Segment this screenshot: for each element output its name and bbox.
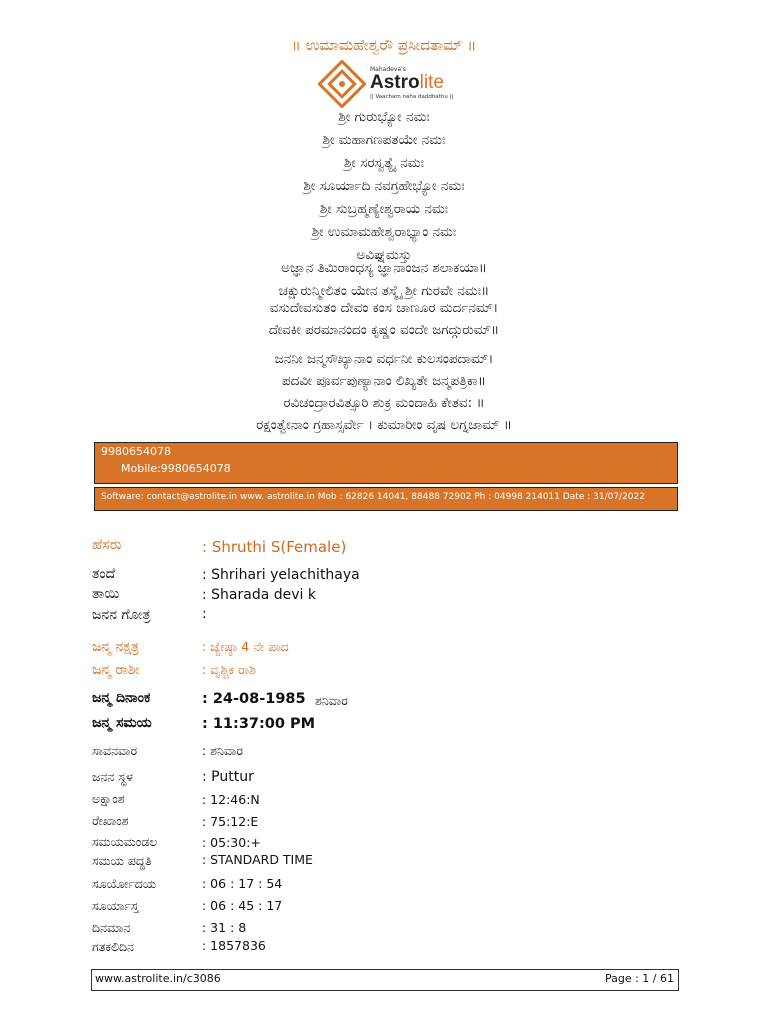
shloka-line: ಶ್ರೀ ಉಮಾಮಹೇಶ್ವರಾಭ್ಯಾಂ ನಮಃ [311,224,457,240]
savana-label: ಸಾವನವಾರ [92,743,138,758]
page-number: Page : 1 / 61 [604,972,674,985]
astrolite-logo [318,60,454,108]
nakshatra-label: ಜನ್ಮ ನಕ್ಷತ್ರ [92,639,139,655]
time-system-value: : STANDARD TIME [202,852,313,867]
sunrise-label: ಸೂರ್ಯೋದಯ [92,876,157,891]
sunset-value: : 06 : 45 : 17 [202,898,283,913]
kali-days-value: : 1857836 [202,938,266,953]
mother-value: : Sharada devi k [202,587,316,603]
software-bar [94,487,678,511]
dinamana-value: : 31 : 8 [202,920,247,935]
shloka-line: ರಕ್ಷಂತ್ವೇನಾಂ ಗ್ರಹಾಸ್ಸರ್ವೇ । ಕುಮಾರೀಂ ವೃಷ ಲಗ್ನಜಾಮ್ ॥ [256,417,512,433]
shloka-line: ಅಜ್ಞಾನ ತಿಮಿರಾಂಧಸ್ಯ ಜ್ಞಾನಾಂಜನ ಶಲಾಕಯಾ॥ [281,260,487,276]
savana-value: : ಶನಿವಾರ [202,743,244,758]
nakshatra-value: : ಜ್ಯೇಷ್ಠಾ 4 ನೇ ಪಾದ [202,639,289,654]
logo-wordmark-b: lite [419,72,444,93]
shloka-line: ಪದವೀ ಪೂರ್ವಪುಣ್ಯಾನಾಂ ಲಿಖ್ಯತೇ ಜನ್ಮಪತ್ರಿಕಾ॥ [282,373,486,389]
shloka-line: ದೇವಕೀ ಪರಮಾನಂದಂ ಕೃಷ್ಣಂ ವಂದೇ ಜಗದ್ಗುರುಮ್॥ [268,322,500,338]
contact-phone: 9980654078 [101,445,171,458]
timezone-label: ಸಮಯಮಂಡಲ [92,834,158,849]
shloka-line: ಚಕ್ಷುರುನ್ಮೀಲಿತಂ ಯೇನ ತಸ್ಮೈ ಶ್ರೀ ಗುರವೇ ನಮಃ॥ [278,283,490,299]
dob-label: ಜನ್ಮ ದಿನಾಂಕ [92,690,151,706]
lotus-icon [318,60,366,108]
shloka-line: ಶ್ರೀ ಸುಬ್ರಹ್ಮಣ್ಯೇಶ್ವರಾಯ ನಮಃ [319,201,449,217]
latitude-label: ಅಕ್ಷಾಂಶ [92,791,125,806]
father-label: ತಂದೆ [92,566,116,582]
shloka-line: ವಸುದೇವಸುತಂ ದೇವಂ ಕಂಸ ಚಾಣೂರ ಮರ್ದನಮ್। [269,300,499,316]
shloka-line: ಶ್ರೀ ಗುರುಭ್ಯೋ ನಮಃ [338,109,430,125]
gotra-label: ಜನನ ಗೋತ್ರ [92,607,151,623]
name-value: : Shruthi S(Female) [202,538,347,556]
dob-value: : 24-08-1985 [202,691,306,707]
timezone-value: : 05:30:+ [202,835,261,850]
place-label: ಜನನ ಸ್ಥಳ [92,769,133,784]
page-footer [91,969,679,991]
father-value: : Shrihari yelachithaya [202,567,360,583]
shloka-line: ಶ್ರೀ ಮಹಾಗಣಪತಯೇ ನಮಃ [322,132,446,148]
logo-tagline: || Vaacham naha daddhathu || [370,94,454,100]
footer-url[interactable]: www.astrolite.in/c3086 [95,972,221,985]
latitude-value: : 12:46:N [202,792,260,807]
rashi-value: : ವೃಶ್ಚಿಕ ರಾಶಿ [202,662,257,677]
time-system-label: ಸಮಯ ಪದ್ಧತಿ [92,853,152,868]
sunrise-value: : 06 : 17 : 54 [202,876,283,891]
sunset-label: ಸೂರ್ಯಾಸ್ತ [92,898,139,913]
shloka-line: ಜನನೀ ಜನ್ಮಸೌಖ್ಯಾನಾಂ ವರ್ಧನೀ ಕುಲಸಂಪದಾಮ್। [274,351,494,367]
longitude-label: ರೇಖಾಂಶ [92,813,129,828]
mother-label: ತಾಯಿ [92,586,120,602]
rashi-label: ಜನ್ಮ ರಾಶೀ [92,662,140,678]
logo-wordmark [370,72,444,94]
shloka-line: ಅವಿಘ್ನಮಸ್ತು [356,247,412,263]
name-label: ಹೆಸರು [92,537,122,553]
contact-mobile: Mobile:9980654078 [121,462,231,475]
kali-days-label: ಗತಕಲಿದಿನ [92,939,135,954]
dob-weekday: ಶನಿವಾರ [315,693,348,708]
logo-wordmark-a: Astro [370,72,420,93]
shloka-line: ಶ್ರೀ ಸರಸ್ವತ್ಯೈ ನಮಃ [344,155,424,171]
gotra-value: : [202,606,207,622]
software-info: Software: contact@astrolite.in www. astrolite.in Mob : 62826 14041, 88488 72902 Ph : 04998 214011 Date : 31/07/2022 [101,492,645,502]
shloka-line: ರವಿಚಂದ್ರಾರವಿತ್ಸೂರಿ ಶುಕ್ರ ಮಂದಾಹಿ ಕೇತವ: ॥ [283,395,485,411]
dinamana-label: ದಿನಮಾನ [92,920,131,935]
tob-value: : 11:37:00 PM [202,716,316,732]
tob-label: ಜನ್ಮ ಸಮಯ [92,715,152,731]
contact-box [94,442,678,484]
longitude-value: : 75:12:E [202,814,259,829]
place-value: : Puttur [202,769,254,785]
header-title: ॥ ಉಮಾಮಹೇಶ್ವರೌ ಪ್ರಸೀದತಾಮ್ ॥ [291,36,477,54]
logo-brand-top: Mahadeva's [370,66,406,73]
shloka-line: ಶ್ರೀ ಸೂರ್ಯಾದಿ ನವಗ್ರಹೇಭ್ಯೋ ನಮಃ [303,178,465,194]
